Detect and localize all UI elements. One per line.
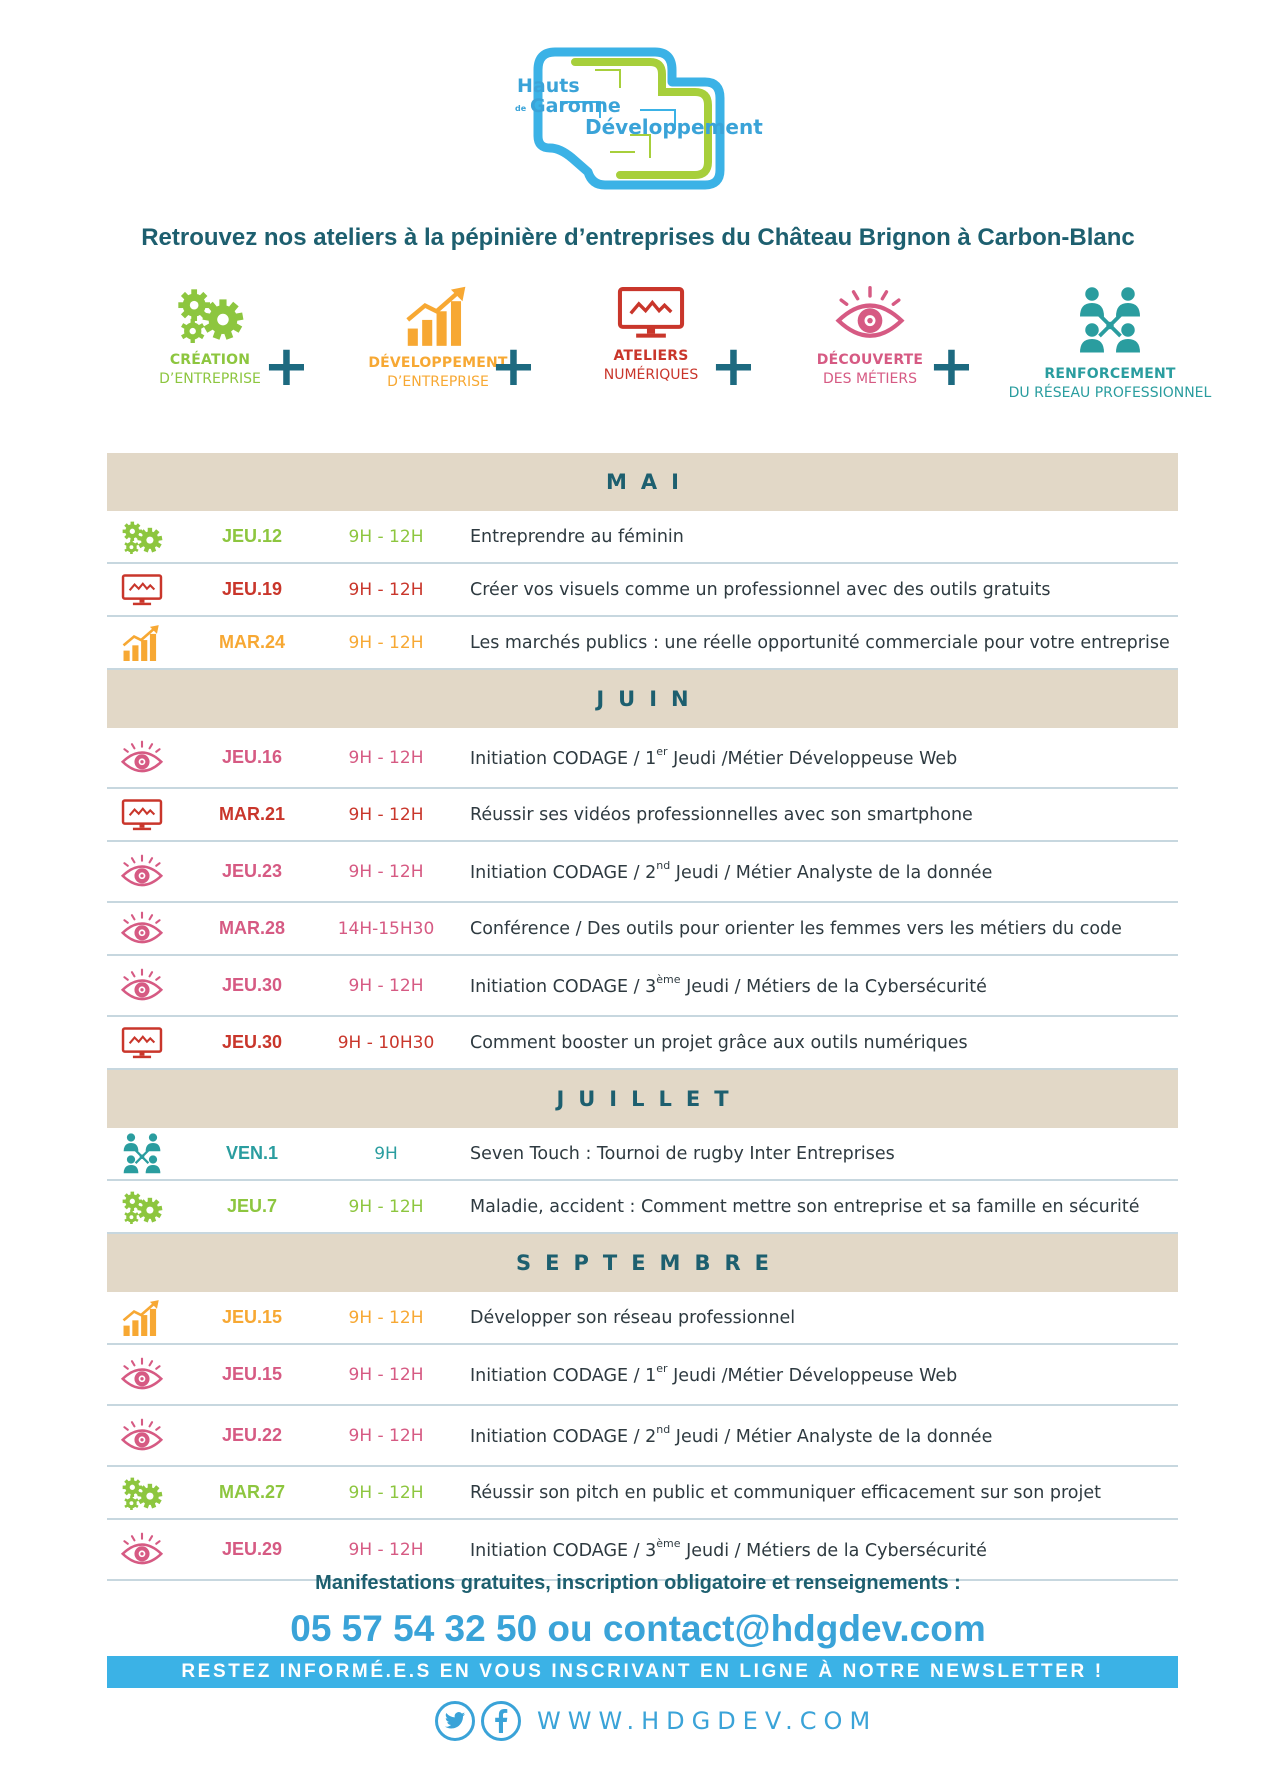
event-time: 9H - 12H [348, 1425, 424, 1446]
event-title [445, 1308, 1178, 1328]
category-sublabel: DU RÉSEAU PROFESSIONNEL [1008, 385, 1212, 401]
event-title [445, 805, 1178, 825]
event-row [107, 1292, 1178, 1345]
category-sublabel: D’ENTREPRISE [387, 374, 489, 391]
title-text: Jeudi /Métier Développeuse Web [667, 1365, 958, 1386]
title-superscript: nd [656, 858, 671, 872]
gears-icon [107, 1475, 177, 1510]
monitor-icon [107, 573, 177, 606]
event-date: JEU.22 [221, 1425, 283, 1445]
title-text: Initiation CODAGE / 1 [470, 748, 657, 769]
category-sublabel: D’ENTREPRISE [159, 370, 261, 387]
event-time: 9H - 12H [348, 804, 424, 825]
footer-info: Manifestations gratuites, inscription obligatoire et renseignements : [315, 1572, 961, 1594]
event-row [107, 903, 1178, 956]
title-superscript: er [656, 744, 668, 758]
eye-icon [107, 1532, 177, 1567]
category-label: DÉCOUVERTE [816, 351, 924, 368]
event-time: 9H - 12H [348, 1482, 424, 1503]
event-title [445, 1361, 1178, 1386]
event-title [445, 1422, 1178, 1447]
title-text: Jeudi / Métier Analyste de la donnée [670, 1426, 993, 1447]
event-time: 9H - 12H [348, 1539, 424, 1560]
title-text: Créer vos visuels comme un professionnel avec des outils gratuits [470, 579, 1051, 600]
social-bar [435, 1700, 877, 1742]
plus-sign: + [928, 334, 975, 399]
title-text: Maladie, accident : Comment mettre son entreprise et sa famille en sécurité [470, 1196, 1140, 1217]
event-title [445, 919, 1178, 939]
event-time: 9H - 12H [348, 632, 424, 653]
event-title [445, 580, 1178, 600]
category-label: CRÉATION [169, 351, 251, 368]
eye-icon [107, 911, 177, 946]
plus-sign: + [490, 334, 537, 399]
event-row [107, 1017, 1178, 1070]
title-text: Initiation CODAGE / 1 [470, 1365, 657, 1386]
title-text: Jeudi / Métiers de la Cybersécurité [680, 976, 987, 997]
title-superscript: er [656, 1361, 668, 1375]
event-row [107, 728, 1178, 789]
event-title [445, 744, 1178, 769]
title-text: Développer son réseau professionnel [470, 1307, 796, 1328]
contact-line[interactable]: 05 57 54 32 50 ou contact@hdgdev.com [290, 1608, 986, 1649]
event-time: 9H - 12H [348, 579, 424, 600]
event-date: MAR.28 [218, 918, 285, 938]
title-text: Initiation CODAGE / 2 [470, 862, 657, 883]
title-text: Conférence / Des outils pour orienter les femmes vers les métiers du code [470, 918, 1122, 939]
event-date: JEU.30 [221, 1032, 283, 1052]
event-row [107, 511, 1178, 564]
title-text: Réussir son pitch en public et communiquer efficacement sur son projet [470, 1482, 1101, 1503]
event-time: 9H - 12H [348, 1196, 424, 1217]
month-header: SEPTEMBRE [107, 1234, 1178, 1292]
event-row [107, 956, 1178, 1017]
gears-icon [107, 1189, 177, 1224]
title-text: Jeudi /Métier Développeuse Web [667, 748, 958, 769]
event-date: MAR.21 [218, 804, 285, 824]
monitor-icon [107, 1026, 177, 1059]
event-title [445, 633, 1178, 653]
month-header: JUILLET [107, 1070, 1178, 1128]
category-label: ATELIERS [613, 348, 689, 364]
event-time: 9H - 12H [348, 1364, 424, 1385]
category-label: RENFORCEMENT [1044, 366, 1176, 382]
category-sublabel: NUMÉRIQUES [603, 367, 699, 383]
event-title [445, 1144, 1178, 1164]
title-superscript: nd [656, 1422, 671, 1436]
monitor-icon [107, 798, 177, 831]
event-time: 9H [374, 1143, 398, 1164]
event-time: 9H - 12H [348, 975, 424, 996]
event-date: VEN.1 [225, 1143, 279, 1163]
network-people-icon [107, 1132, 177, 1176]
event-date: JEU.23 [221, 861, 283, 881]
eye-icon [107, 740, 177, 775]
event-date: JEU.16 [221, 747, 283, 767]
event-date: JEU.29 [221, 1539, 283, 1559]
event-row [107, 617, 1178, 670]
event-time: 9H - 12H [348, 861, 424, 882]
category-network-people-icon [960, 285, 1260, 362]
growth-chart-icon [107, 624, 177, 661]
title-text: Jeudi / Métiers de la Cybersécurité [680, 1540, 987, 1561]
title-text: Jeudi / Métier Analyste de la donnée [670, 862, 993, 883]
title-text: Seven Touch : Tournoi de rugby Inter Entreprises [470, 1143, 895, 1164]
title-text: Initiation CODAGE / 2 [470, 1426, 657, 1447]
event-date: JEU.30 [221, 975, 283, 995]
event-date: JEU.12 [221, 526, 283, 546]
gears-icon [107, 519, 177, 554]
title-text: Les marchés publics : une réelle opportunité commerciale pour votre entreprise [470, 632, 1170, 653]
event-row [107, 1345, 1178, 1406]
logo-garonne: Garonne [530, 95, 621, 117]
website-link[interactable]: WWW.HDGDEV.COM [537, 1707, 878, 1735]
event-title [445, 527, 1178, 547]
event-title [445, 1033, 1178, 1053]
title-text: Initiation CODAGE / 3 [470, 1540, 657, 1561]
title-text: Réussir ses vidéos professionnelles avec son smartphone [470, 804, 973, 825]
event-date: JEU.15 [221, 1307, 283, 1327]
event-title [445, 972, 1178, 997]
plus-sign: + [263, 334, 310, 399]
logo-hauts: Hauts [517, 75, 580, 97]
event-time: 9H - 10H30 [337, 1032, 435, 1053]
workshop-schedule [107, 453, 1178, 1581]
category-label: DÉVELOPPEMENT [368, 355, 508, 372]
title-text: Entreprendre au féminin [470, 526, 684, 547]
event-title [445, 1197, 1178, 1217]
event-date: JEU.7 [226, 1196, 278, 1216]
title-text: Comment booster un projet grâce aux outils numériques [470, 1032, 968, 1053]
facebook-icon[interactable] [481, 1701, 521, 1741]
event-row [107, 1467, 1178, 1520]
month-header: JUIN [107, 670, 1178, 728]
event-date: MAR.24 [218, 632, 285, 652]
event-time: 9H - 12H [348, 526, 424, 547]
category-legend [100, 285, 1212, 425]
event-row [107, 564, 1178, 617]
title-text: Initiation CODAGE / 3 [470, 976, 657, 997]
logo-de: de [515, 104, 527, 113]
event-row [107, 842, 1178, 903]
hdg-logo [500, 40, 763, 205]
event-row [107, 1181, 1178, 1234]
event-date: MAR.27 [218, 1482, 285, 1502]
category-sublabel: DES MÉTIERS [822, 370, 918, 387]
twitter-icon[interactable] [435, 1701, 475, 1741]
logo-developpement: Développement [585, 115, 763, 139]
event-date: JEU.15 [221, 1364, 283, 1384]
eye-icon [107, 854, 177, 889]
event-time: 14H-15H30 [337, 918, 435, 939]
eye-icon [107, 1357, 177, 1392]
newsletter-banner[interactable]: RESTEZ INFORMÉ.E.S EN VOUS INSCRIVANT EN LIGNE À NOTRE NEWSLETTER ! [107, 1656, 1178, 1688]
event-title [445, 858, 1178, 883]
event-date: JEU.19 [221, 579, 283, 599]
month-header: MAI [107, 453, 1178, 511]
event-title [445, 1536, 1178, 1561]
title-superscript: ème [656, 972, 681, 986]
intro-heading: Retrouvez nos ateliers à la pépinière d’entreprises du Château Brignon à Carbon-Blanc [141, 224, 1135, 251]
growth-chart-icon [107, 1299, 177, 1336]
event-time: 9H - 12H [348, 1307, 424, 1328]
plus-sign: + [710, 334, 757, 399]
event-row [107, 789, 1178, 842]
eye-icon [107, 1418, 177, 1453]
event-title [445, 1483, 1178, 1503]
event-row [107, 1128, 1178, 1181]
eye-icon [107, 968, 177, 1003]
event-time: 9H - 12H [348, 747, 424, 768]
event-row [107, 1406, 1178, 1467]
category-reseau [960, 285, 1260, 401]
title-superscript: ème [656, 1536, 681, 1550]
